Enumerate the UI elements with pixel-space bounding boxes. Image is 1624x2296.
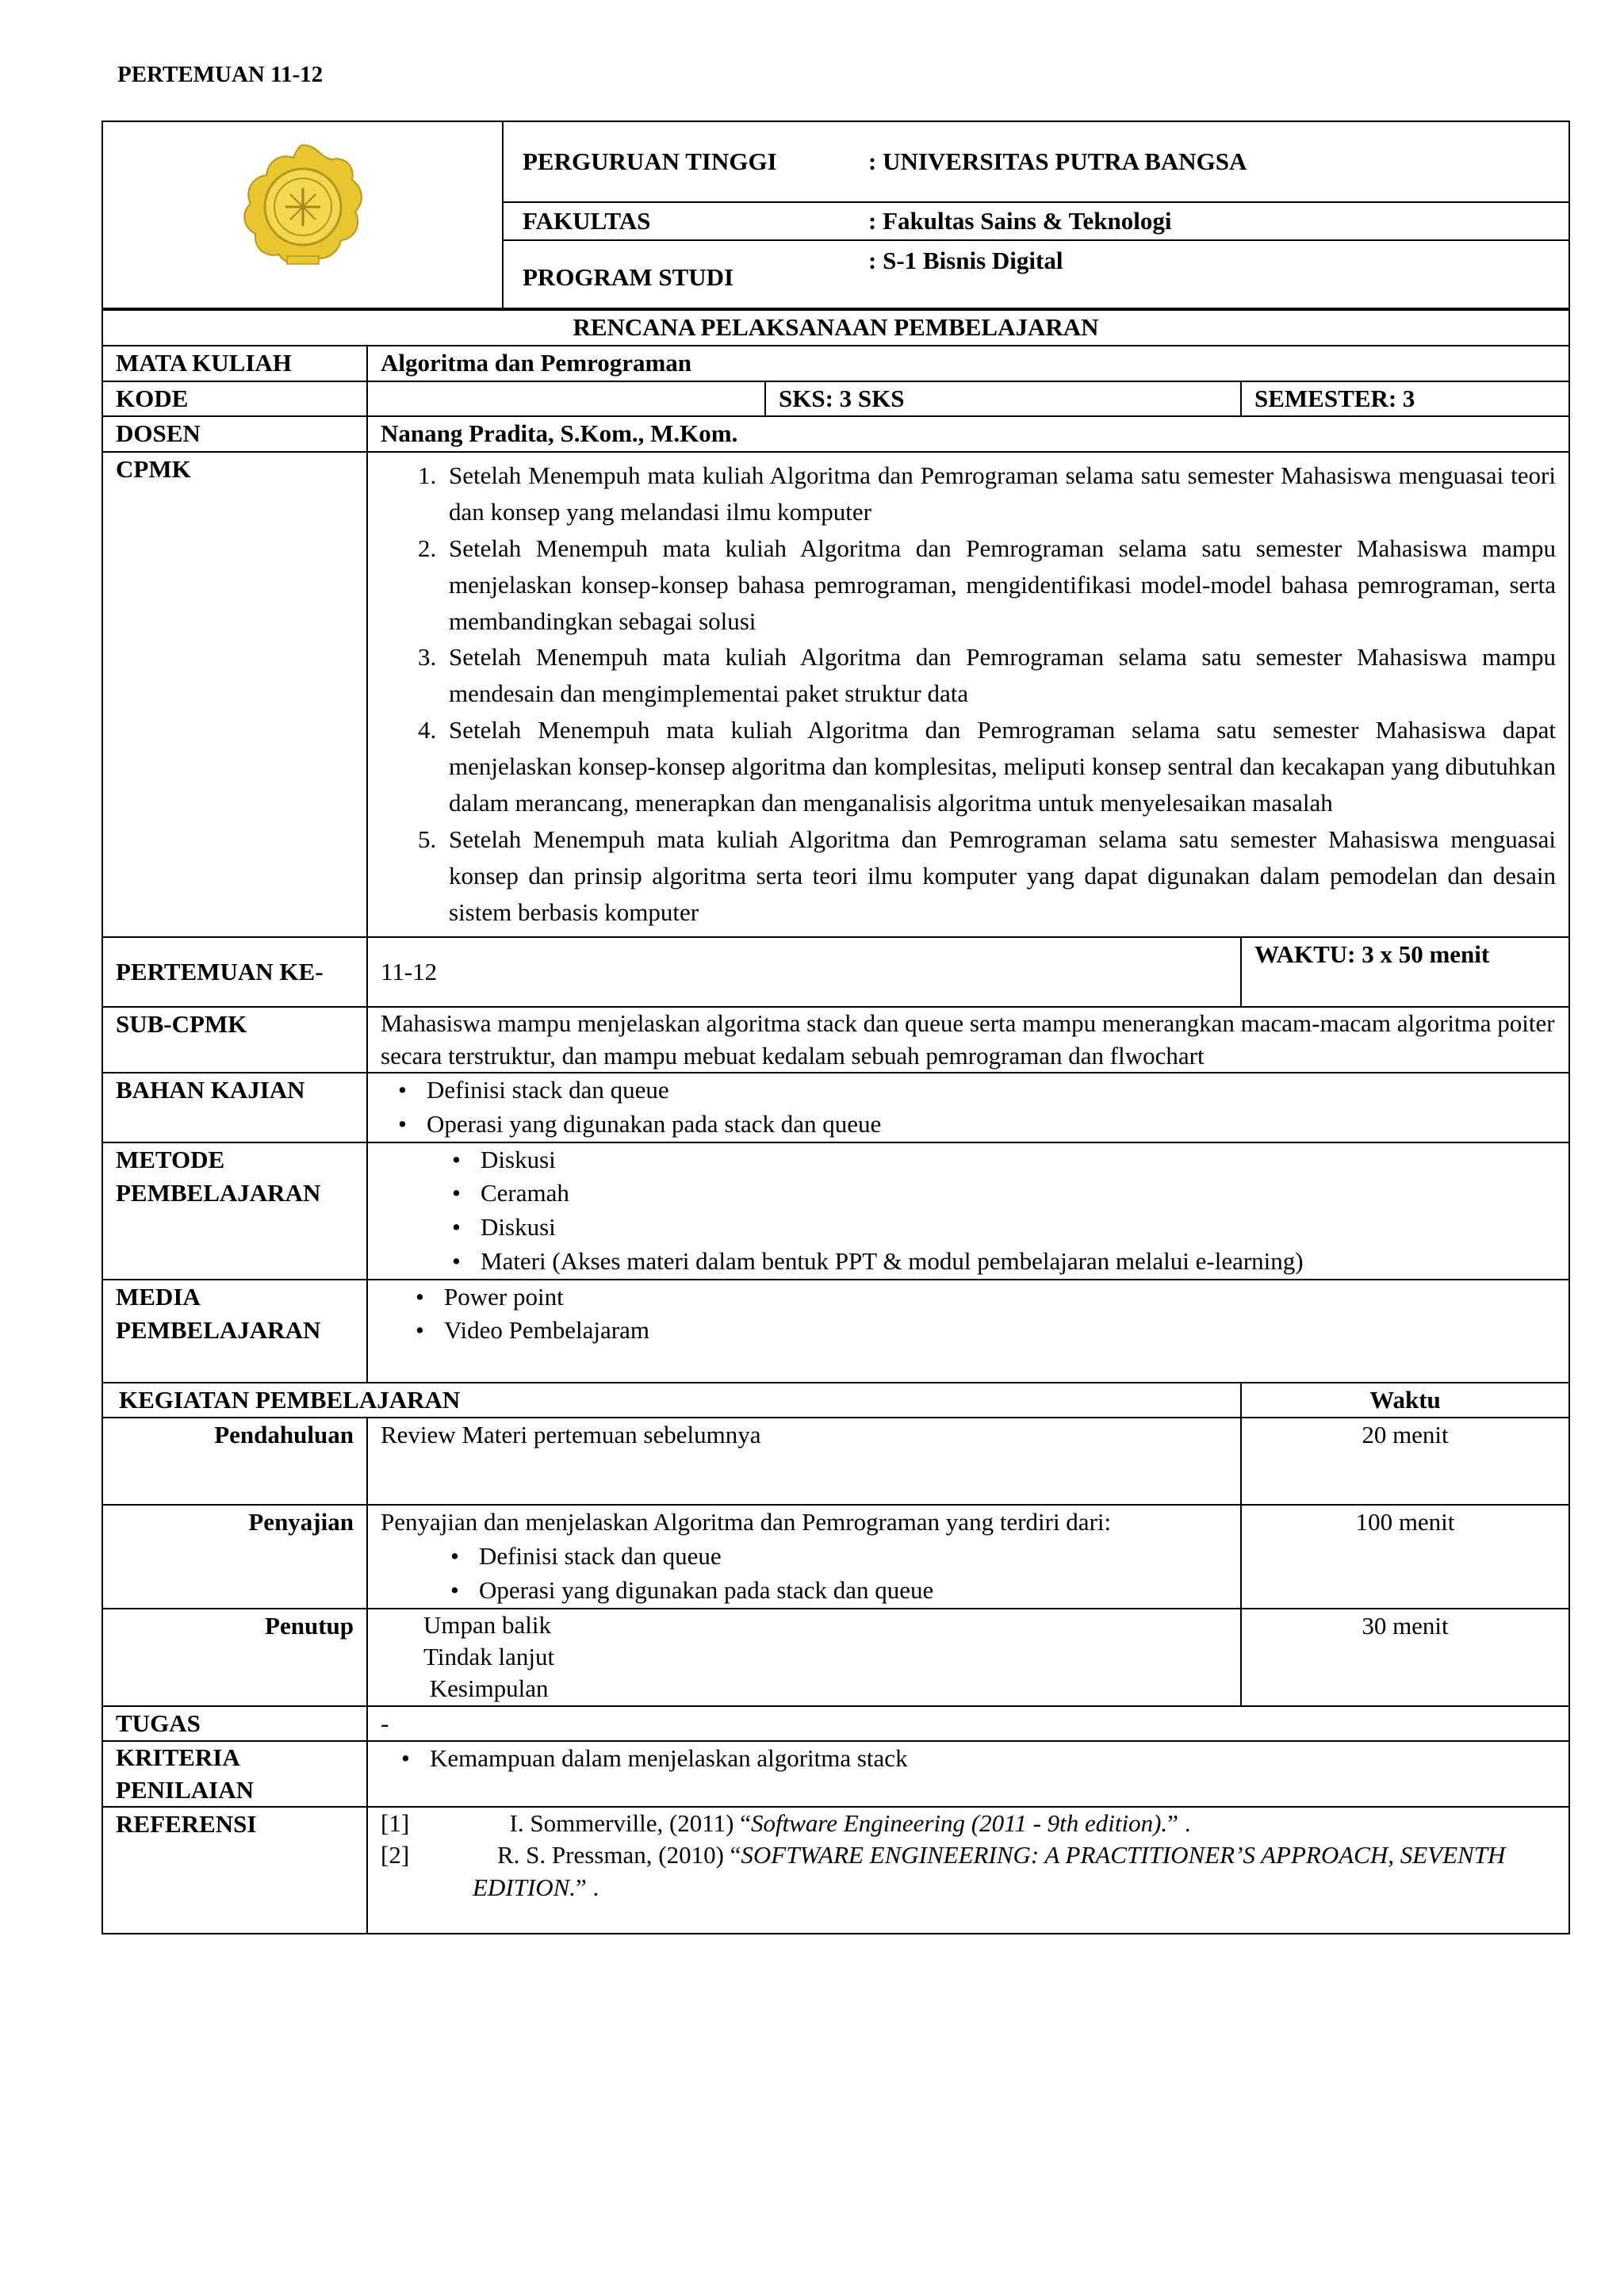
dosen-label: DOSEN [102,416,367,452]
penyajian-list [381,1540,1228,1608]
list-item: Kesimpulan [423,1674,549,1703]
kriteria-list [381,1742,1556,1776]
page-title: PERTEMUAN 11-12 [117,62,324,87]
mata-kuliah-value: Algoritma dan Pemrograman [367,346,1569,381]
kriteria-label [102,1741,367,1807]
sub-cpmk-value: Mahasiswa mampu menjelaskan algoritma stack dan queue serta mampu menerangkan macam-macam algoritma poiter secara terstruktur, dan mampu mebuat kedalam sebuah pemrograman dan flwochart [367,1007,1569,1073]
kode-value [367,381,765,417]
bahan-kajian-list [381,1073,1556,1142]
list-item: Tindak lanjut [423,1642,555,1670]
cpmk-item: 2. Setelah Menempuh mata kuliah Algoritma dan Pemrograman selama satu semester Mahasiswa mampu menjelaskan konsep-konsep bahasa pemrograman, mengidentifikasi model-model bahasa pemrograman, serta membandingkan sebagai solusi [442,530,1556,640]
list-item: • Diskusi [481,1143,1556,1177]
rpp-title: RENCANA PELAKSANAAN PEMBELAJARAN [102,310,1569,346]
institution-header [102,121,1570,309]
tugas-label: TUGAS [102,1706,367,1742]
reference-number: [2] [381,1841,410,1869]
university-seal-icon [232,139,374,281]
kriteria-cell [367,1741,1569,1807]
header-label-perguruan: PERGURUAN TINGGI [503,121,856,202]
reference-title: SOFTWARE ENGINEERING: A PRACTITIONER’S APPROACH, SEVENTH EDITION. [473,1841,1512,1901]
media-label [102,1280,367,1383]
logo-cell [102,121,503,308]
metode-label [102,1142,367,1280]
sks-value: SKS: 3 SKS [765,381,1241,417]
list-item: • Materi (Akses materi dalam bentuk PPT & modul pembelajaran melalui e-learning) [481,1245,1556,1279]
waktu-header: Waktu [1241,1383,1569,1418]
rpp-document [102,121,1570,1934]
cpmk-item: 1. Setelah Menempuh mata kuliah Algoritma dan Pemrograman selama satu semester Mahasiswa menguasai teori dan konsep yang melandasi ilmu komputer [442,457,1556,530]
pendahuluan-label: Pendahuluan [102,1418,367,1505]
header-label-prodi: PROGRAM STUDI [503,240,856,308]
list-item: • Ceramah [481,1177,1556,1211]
penutup-label: Penutup [102,1609,367,1706]
media-list [381,1280,1556,1349]
referensi-label: REFERENSI [102,1807,367,1934]
reference-end: ” . [576,1873,599,1901]
kriteria-label-line: KRITERIA [116,1743,240,1772]
pendahuluan-waktu: 20 menit [1241,1418,1569,1505]
metode-list [381,1143,1556,1279]
header-value-prodi: : S-1 Bisnis Digital [856,240,1569,308]
bahan-kajian-label: BAHAN KAJIAN [102,1073,367,1142]
header-label-fakultas: FAKULTAS [503,202,856,240]
media-label-line: MEDIA [116,1282,201,1311]
reference-entry [381,1808,1556,1839]
reference-end: ” . [1167,1808,1191,1837]
list-item: • Operasi yang digunakan pada stack dan queue [427,1108,1556,1142]
reference-author: I. Sommerville, (2011) “ [473,1808,751,1837]
list-item: Umpan balik [423,1610,551,1639]
penyajian-waktu: 100 menit [1241,1505,1569,1608]
pendahuluan-value: Review Materi pertemuan sebelumnya [367,1418,1241,1505]
penyajian-cell [367,1505,1241,1608]
list-item: • Definisi stack dan queue [427,1073,1556,1108]
reference-entry [381,1839,1556,1904]
media-label-line: PEMBELAJARAN [116,1316,321,1345]
metode-label-line: METODE [116,1145,225,1173]
pertemuan-value: 11-12 [367,937,1241,1007]
tugas-value: - [367,1706,1569,1742]
semester-value: SEMESTER: 3 [1241,381,1569,417]
cpmk-list-cell [367,452,1569,937]
list-item: • Definisi stack dan queue [479,1540,1228,1574]
cpmk-item: 5. Setelah Menempuh mata kuliah Algoritma dan Pemrograman selama satu semester Mahasiswa menguasai konsep dan prinsip algoritma serta teori ilmu komputer yang dapat digunakan dalam pemodelan dan desain sistem berbasis komputer [442,821,1556,931]
penyajian-value: Penyajian dan menjelaskan Algoritma dan Pemrograman yang terdiri dari: [381,1508,1112,1536]
waktu-value: WAKTU: 3 x 50 menit [1241,937,1569,1007]
reference-title: Software Engineering (2011 - 9th edition). [750,1808,1168,1837]
kode-label: KODE [102,381,367,417]
cpmk-item: 3. Setelah Menempuh mata kuliah Algoritma dan Pemrograman selama satu semester Mahasiswa mampu mendesain dan mengimplementai paket struktur data [442,639,1556,712]
list-item: • Kemampuan dalam menjelaskan algoritma stack [430,1742,1556,1776]
list-item: • Diskusi [481,1211,1556,1245]
dosen-value: Nanang Pradita, S.Kom., M.Kom. [367,416,1569,452]
penutup-waktu: 30 menit [1241,1609,1569,1706]
mata-kuliah-label: MATA KULIAH [102,346,367,381]
referensi-cell [367,1807,1569,1934]
list-item: • Operasi yang digunakan pada stack dan queue [479,1574,1228,1608]
pertemuan-label: PERTEMUAN KE- [102,937,367,1007]
sub-cpmk-label: SUB-CPMK [102,1007,367,1073]
bahan-kajian-cell [367,1073,1569,1142]
metode-cell [367,1142,1569,1280]
reference-author: R. S. Pressman, (2010) “ [473,1841,741,1869]
metode-label-line: PEMBELAJARAN [116,1179,321,1207]
header-value-perguruan: : UNIVERSITAS PUTRA BANGSA [856,121,1569,202]
kriteria-label-line: PENILAIAN [116,1775,254,1804]
rpp-table [102,309,1570,1934]
media-cell [367,1280,1569,1383]
header-value-fakultas: : Fakultas Sains & Teknologi [856,202,1569,240]
kegiatan-title: KEGIATAN PEMBELAJARAN [102,1383,1241,1418]
list-item: • Video Pembelajaram [444,1314,1556,1348]
cpmk-label: CPMK [102,452,367,937]
reference-number: [1] [381,1808,410,1837]
penyajian-label: Penyajian [102,1505,367,1608]
cpmk-list [381,457,1556,930]
cpmk-item: 4. Setelah Menempuh mata kuliah Algoritma dan Pemrograman selama satu semester Mahasiswa dapat menjelaskan konsep-konsep algoritma dan komplesitas, meliputi konsep sentral dan kecakapan yang dibutuhkan dalam merancang, menerapkan dan menganalisis algoritma untuk menyelesaikan masalah [442,712,1556,821]
penutup-cell [367,1609,1241,1706]
list-item: • Power point [444,1280,1556,1314]
